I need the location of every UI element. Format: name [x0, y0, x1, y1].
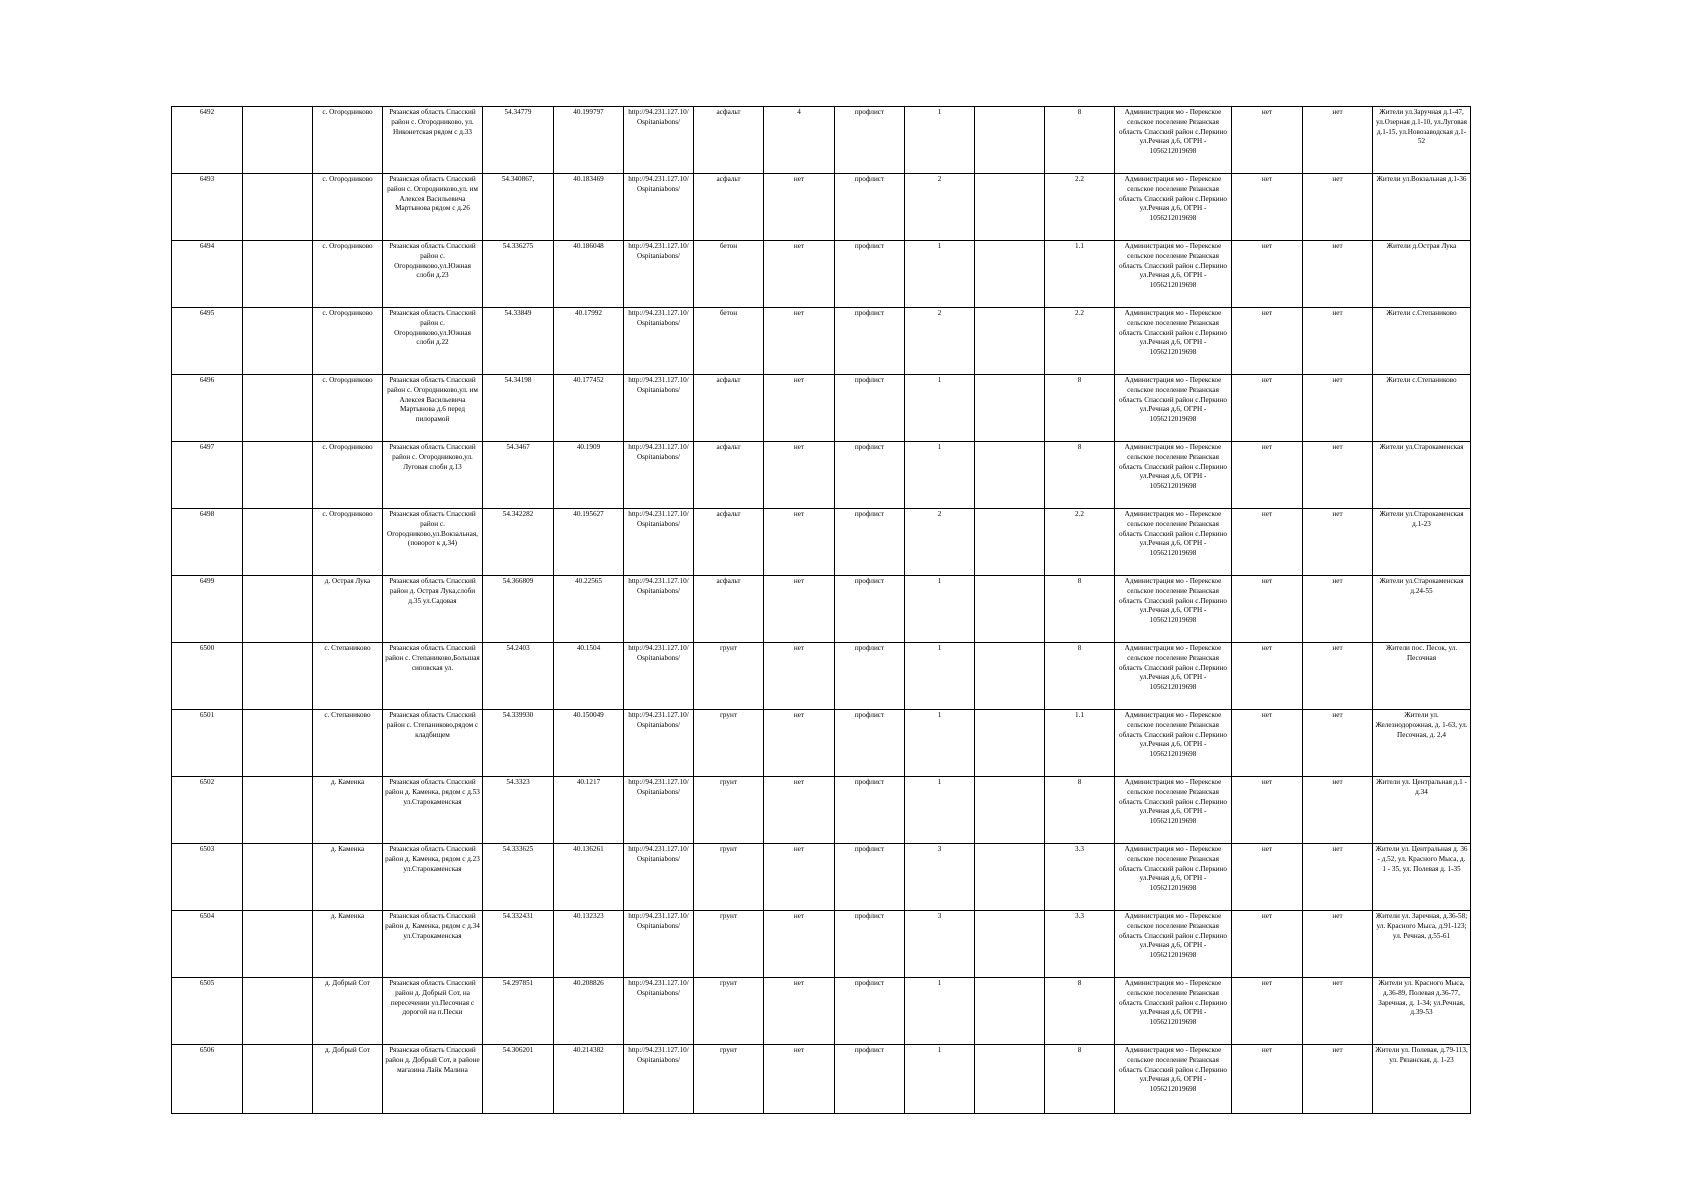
waste-sources-cell: Жители ул.Вокзальная д.1-36	[1373, 174, 1471, 241]
flag-cell: нет	[1232, 174, 1303, 241]
address-cell: Рязанская область Спасский район с. Степаниково,рядом с кладбищем	[383, 710, 483, 777]
area-cell: нет	[764, 911, 835, 978]
table-row	[172, 1045, 1471, 1114]
flag-cell: нет	[1303, 978, 1373, 1045]
address-cell: Рязанская область Спасский район д. Каменка, рядом с д.34 ул.Старокаменская	[383, 911, 483, 978]
waste-sources-cell: Жители ул. Полевая, д.79-113, ул. Рязанская, д. 1-23	[1373, 1045, 1471, 1114]
fence-material-cell: профлист	[835, 107, 905, 174]
settlement-cell: д. Каменка	[313, 777, 383, 844]
map-link-cell: http://94.231.127.10/Ospitaniabons/	[624, 777, 694, 844]
longitude-cell: 40.1504	[554, 643, 624, 710]
document-sheet	[171, 106, 1468, 1114]
container-count-cell: 1	[905, 241, 975, 308]
empty-cell	[243, 911, 313, 978]
map-link-cell: http://94.231.127.10/Ospitaniabons/	[624, 710, 694, 777]
map-link-cell: http://94.231.127.10/Ospitaniabons/	[624, 844, 694, 911]
row-number-cell: 6497	[172, 442, 243, 509]
latitude-cell: 54.3323	[483, 777, 554, 844]
container-count-cell: 3	[905, 911, 975, 978]
map-link-cell: http://94.231.127.10/Ospitaniabons/	[624, 107, 694, 174]
container-volume-cell: 2.2	[1045, 308, 1115, 375]
area-cell: нет	[764, 1045, 835, 1114]
fence-material-cell: профлист	[835, 777, 905, 844]
container-count-cell: 1	[905, 710, 975, 777]
container-count-cell: 1	[905, 643, 975, 710]
waste-sources-cell: Жители с.Степаниково	[1373, 308, 1471, 375]
map-link-cell: http://94.231.127.10/Ospitaniabons/	[624, 174, 694, 241]
latitude-cell: 54.34779	[483, 107, 554, 174]
surface-type-cell: грунт	[694, 643, 764, 710]
flag-cell: нет	[1232, 576, 1303, 643]
map-link-cell: http://94.231.127.10/Ospitaniabons/	[624, 576, 694, 643]
latitude-cell: 54.333625	[483, 844, 554, 911]
waste-sources-cell: Жители пос. Песок, ул. Песочная	[1373, 643, 1471, 710]
waste-sources-cell: Жители ул. Центральная д. 36 - д.52, ул. Красного Мыса, д. 1 - 35, ул. Полевая д. 1-35	[1373, 844, 1471, 911]
waste-sources-cell: Жители ул. Красного Мыса, д.36-89, Полевая д.36-77, Заречная, д. 1-34; ул.Речная, д.39-53	[1373, 978, 1471, 1045]
container-count-cell: 3	[905, 844, 975, 911]
flag-cell: нет	[1232, 643, 1303, 710]
flag-cell: нет	[1303, 174, 1373, 241]
latitude-cell: 54.306201	[483, 1045, 554, 1114]
empty-cell	[975, 844, 1045, 911]
row-number-cell: 6498	[172, 509, 243, 576]
table-row	[172, 777, 1471, 844]
waste-sources-cell: Жители ул. Заречная, д.36-58; ул. Красного Мыса, д.91-123; ул. Речная, д.55-61	[1373, 911, 1471, 978]
table-row	[172, 308, 1471, 375]
address-cell: Рязанская область Спасский район с. Огородниково, ул. Никонетская рядом с д.33	[383, 107, 483, 174]
area-cell: нет	[764, 710, 835, 777]
latitude-cell: 54.366809	[483, 576, 554, 643]
row-number-cell: 6494	[172, 241, 243, 308]
address-cell: Рязанская область Спасский район с. Огородниково,ул. им Алексея Васильевича Мартынова рядом с д.26	[383, 174, 483, 241]
surface-type-cell: асфальт	[694, 174, 764, 241]
flag-cell: нет	[1303, 576, 1373, 643]
longitude-cell: 40.136261	[554, 844, 624, 911]
empty-cell	[975, 978, 1045, 1045]
longitude-cell: 40.208826	[554, 978, 624, 1045]
settlement-cell: с. Огородниково	[313, 308, 383, 375]
settlement-cell: д. Каменка	[313, 844, 383, 911]
latitude-cell: 54.332431	[483, 911, 554, 978]
fence-material-cell: профлист	[835, 174, 905, 241]
area-cell: нет	[764, 375, 835, 442]
owner-cell: Администрация мо - Перекское сельское поселение Рязанская область Спасский район с.Перкино ул.Речная д.6, ОГРН - 1056212019698	[1115, 777, 1232, 844]
table-body	[172, 107, 1471, 1114]
empty-cell	[243, 844, 313, 911]
latitude-cell: 54.297851	[483, 978, 554, 1045]
owner-cell: Администрация мо - Перекское сельское поселение Рязанская область Спасский район с.Перкино ул.Речная д.6, ОГРН - 1056212019698	[1115, 308, 1232, 375]
fence-material-cell: профлист	[835, 643, 905, 710]
flag-cell: нет	[1232, 1045, 1303, 1114]
surface-type-cell: асфальт	[694, 442, 764, 509]
empty-cell	[975, 777, 1045, 844]
surface-type-cell: бетон	[694, 308, 764, 375]
empty-cell	[975, 911, 1045, 978]
empty-cell	[243, 107, 313, 174]
settlement-cell: с. Степаниково	[313, 643, 383, 710]
settlement-cell: д. Острая Лука	[313, 576, 383, 643]
empty-cell	[975, 241, 1045, 308]
container-volume-cell: 8	[1045, 643, 1115, 710]
flag-cell: нет	[1303, 509, 1373, 576]
container-count-cell: 1	[905, 442, 975, 509]
row-number-cell: 6504	[172, 911, 243, 978]
flag-cell: нет	[1303, 710, 1373, 777]
container-volume-cell: 8	[1045, 375, 1115, 442]
waste-sources-cell: Жители с.Степаниково	[1373, 375, 1471, 442]
owner-cell: Администрация мо - Перекское сельское поселение Рязанская область Спасский район с.Перкино ул.Речная д.6, ОГРН - 1056212019698	[1115, 643, 1232, 710]
fence-material-cell: профлист	[835, 911, 905, 978]
address-cell: Рязанская область Спасский район д. Острая Лука,слоби д.35 ул.Садовая	[383, 576, 483, 643]
address-cell: Рязанская область Спасский район д. Каменка, рядом с д.53 ул.Старокаменская	[383, 777, 483, 844]
map-link-cell: http://94.231.127.10/Ospitaniabons/	[624, 643, 694, 710]
owner-cell: Администрация мо - Перекское сельское поселение Рязанская область Спасский район с.Перкино ул.Речная д.6, ОГРН - 1056212019698	[1115, 710, 1232, 777]
flag-cell: нет	[1303, 241, 1373, 308]
surface-type-cell: грунт	[694, 710, 764, 777]
settlement-cell: с. Огородниково	[313, 107, 383, 174]
surface-type-cell: асфальт	[694, 509, 764, 576]
map-link-cell: http://94.231.127.10/Ospitaniabons/	[624, 308, 694, 375]
surface-type-cell: бетон	[694, 241, 764, 308]
area-cell: нет	[764, 643, 835, 710]
settlement-cell: с. Огородниково	[313, 509, 383, 576]
area-cell: нет	[764, 576, 835, 643]
empty-cell	[243, 308, 313, 375]
longitude-cell: 40.195627	[554, 509, 624, 576]
container-volume-cell: 8	[1045, 1045, 1115, 1114]
flag-cell: нет	[1232, 978, 1303, 1045]
row-number-cell: 6495	[172, 308, 243, 375]
longitude-cell: 40.22565	[554, 576, 624, 643]
empty-cell	[243, 576, 313, 643]
longitude-cell: 40.17992	[554, 308, 624, 375]
empty-cell	[975, 643, 1045, 710]
flag-cell: нет	[1232, 509, 1303, 576]
flag-cell: нет	[1232, 375, 1303, 442]
row-number-cell: 6500	[172, 643, 243, 710]
owner-cell: Администрация мо - Перекское сельское поселение Рязанская область Спасский район с.Перкино ул.Речная д.6, ОГРН - 1056212019698	[1115, 375, 1232, 442]
empty-cell	[975, 107, 1045, 174]
table-row	[172, 375, 1471, 442]
longitude-cell: 40.214382	[554, 1045, 624, 1114]
waste-sources-cell: Жители ул.Старокаменская д.1-23	[1373, 509, 1471, 576]
table-row	[172, 911, 1471, 978]
owner-cell: Администрация мо - Перекское сельское поселение Рязанская область Спасский район с.Перкино ул.Речная д.6, ОГРН - 1056212019698	[1115, 241, 1232, 308]
area-cell: нет	[764, 241, 835, 308]
flag-cell: нет	[1232, 911, 1303, 978]
container-volume-cell: 2.2	[1045, 509, 1115, 576]
waste-sites-registry-table	[171, 106, 1471, 1114]
container-volume-cell: 8	[1045, 777, 1115, 844]
owner-cell: Администрация мо - Перекское сельское поселение Рязанская область Спасский район с.Перкино ул.Речная д.6, ОГРН - 1056212019698	[1115, 844, 1232, 911]
flag-cell: нет	[1232, 308, 1303, 375]
latitude-cell: 54.34198	[483, 375, 554, 442]
table-row	[172, 509, 1471, 576]
row-number-cell: 6501	[172, 710, 243, 777]
fence-material-cell: профлист	[835, 1045, 905, 1114]
map-link-cell: http://94.231.127.10/Ospitaniabons/	[624, 509, 694, 576]
owner-cell: Администрация мо - Перекское сельское поселение Рязанская область Спасский район с.Перкино ул.Речная д.6, ОГРН - 1056212019698	[1115, 174, 1232, 241]
table-row	[172, 576, 1471, 643]
settlement-cell: д. Добрый Сот	[313, 1045, 383, 1114]
longitude-cell: 40.1909	[554, 442, 624, 509]
settlement-cell: с. Огородниково	[313, 442, 383, 509]
empty-cell	[975, 509, 1045, 576]
longitude-cell: 40.132323	[554, 911, 624, 978]
surface-type-cell: асфальт	[694, 576, 764, 643]
row-number-cell: 6499	[172, 576, 243, 643]
flag-cell: нет	[1303, 107, 1373, 174]
settlement-cell: с. Огородниково	[313, 241, 383, 308]
empty-cell	[975, 442, 1045, 509]
empty-cell	[243, 777, 313, 844]
owner-cell: Администрация мо - Перекское сельское поселение Рязанская область Спасский район с.Перкино ул.Речная д.6, ОГРН - 1056212019698	[1115, 978, 1232, 1045]
row-number-cell: 6502	[172, 777, 243, 844]
address-cell: Рязанская область Спасский район с. Огородниково,ул. Луговая слоби д.13	[383, 442, 483, 509]
fence-material-cell: профлист	[835, 576, 905, 643]
container-count-cell: 2	[905, 308, 975, 375]
container-count-cell: 1	[905, 1045, 975, 1114]
row-number-cell: 6503	[172, 844, 243, 911]
container-volume-cell: 1.1	[1045, 710, 1115, 777]
table-row	[172, 107, 1471, 174]
latitude-cell: 54.33849	[483, 308, 554, 375]
settlement-cell: с. Степаниково	[313, 710, 383, 777]
owner-cell: Администрация мо - Перекское сельское поселение Рязанская область Спасский район с.Перкино ул.Речная д.6, ОГРН - 1056212019698	[1115, 1045, 1232, 1114]
longitude-cell: 40.150049	[554, 710, 624, 777]
owner-cell: Администрация мо - Перекское сельское поселение Рязанская область Спасский район с.Перкино ул.Речная д.6, ОГРН - 1056212019698	[1115, 107, 1232, 174]
waste-sources-cell: Жители ул. Железнодорожная, д. 1-63, ул. Песочная, д. 2,4	[1373, 710, 1471, 777]
address-cell: Рязанская область Спасский район д. Каменка, рядом с д.23 ул.Старокаменская	[383, 844, 483, 911]
flag-cell: нет	[1232, 107, 1303, 174]
empty-cell	[243, 174, 313, 241]
container-volume-cell: 3.3	[1045, 844, 1115, 911]
empty-cell	[975, 308, 1045, 375]
table-row	[172, 643, 1471, 710]
surface-type-cell: асфальт	[694, 107, 764, 174]
empty-cell	[243, 375, 313, 442]
row-number-cell: 6493	[172, 174, 243, 241]
longitude-cell: 40.186048	[554, 241, 624, 308]
container-volume-cell: 8	[1045, 576, 1115, 643]
area-cell: нет	[764, 844, 835, 911]
area-cell: нет	[764, 777, 835, 844]
fence-material-cell: профлист	[835, 241, 905, 308]
container-volume-cell: 1.1	[1045, 241, 1115, 308]
flag-cell: нет	[1303, 308, 1373, 375]
flag-cell: нет	[1303, 375, 1373, 442]
surface-type-cell: грунт	[694, 911, 764, 978]
empty-cell	[243, 978, 313, 1045]
area-cell: нет	[764, 442, 835, 509]
row-number-cell: 6506	[172, 1045, 243, 1114]
map-link-cell: http://94.231.127.10/Ospitaniabons/	[624, 911, 694, 978]
table-row	[172, 978, 1471, 1045]
container-count-cell: 1	[905, 777, 975, 844]
owner-cell: Администрация мо - Перекское сельское поселение Рязанская область Спасский район с.Перкино ул.Речная д.6, ОГРН - 1056212019698	[1115, 442, 1232, 509]
waste-sources-cell: Жители д.Острая Лука	[1373, 241, 1471, 308]
fence-material-cell: профлист	[835, 978, 905, 1045]
flag-cell: нет	[1232, 710, 1303, 777]
table-row	[172, 710, 1471, 777]
empty-cell	[243, 241, 313, 308]
flag-cell: нет	[1303, 1045, 1373, 1114]
empty-cell	[975, 1045, 1045, 1114]
settlement-cell: с. Огородниково	[313, 174, 383, 241]
flag-cell: нет	[1303, 911, 1373, 978]
settlement-cell: д. Добрый Сот	[313, 978, 383, 1045]
fence-material-cell: профлист	[835, 509, 905, 576]
map-link-cell: http://94.231.127.10/Ospitaniabons/	[624, 978, 694, 1045]
settlement-cell: с. Огородниково	[313, 375, 383, 442]
settlement-cell: д. Каменка	[313, 911, 383, 978]
surface-type-cell: грунт	[694, 844, 764, 911]
empty-cell	[975, 174, 1045, 241]
latitude-cell: 54.342282	[483, 509, 554, 576]
container-count-cell: 1	[905, 107, 975, 174]
empty-cell	[975, 710, 1045, 777]
empty-cell	[243, 1045, 313, 1114]
table-row	[172, 442, 1471, 509]
surface-type-cell: асфальт	[694, 375, 764, 442]
flag-cell: нет	[1303, 844, 1373, 911]
waste-sources-cell: Жители ул.Заручная д.1-47, ул.Озерная д.1-10, ул.Луговая д.1-15, ул.Новозаводская д.1-52	[1373, 107, 1471, 174]
address-cell: Рязанская область Спасский район с. Огородниково,ул.Южная слоби д.23	[383, 241, 483, 308]
flag-cell: нет	[1232, 442, 1303, 509]
address-cell: Рязанская область Спасский район с. Огородниково,ул. им Алексея Васильевича Мартынова д.6 перед пилорамой	[383, 375, 483, 442]
longitude-cell: 40.183469	[554, 174, 624, 241]
flag-cell: нет	[1232, 777, 1303, 844]
address-cell: Рязанская область Спасский район с. Огородниково,ул.Вокзальная, (поворот к д.34)	[383, 509, 483, 576]
flag-cell: нет	[1303, 777, 1373, 844]
row-number-cell: 6505	[172, 978, 243, 1045]
latitude-cell: 54.3467	[483, 442, 554, 509]
empty-cell	[243, 442, 313, 509]
table-row	[172, 844, 1471, 911]
container-count-cell: 2	[905, 174, 975, 241]
fence-material-cell: профлист	[835, 442, 905, 509]
container-count-cell: 1	[905, 576, 975, 643]
container-volume-cell: 2.2	[1045, 174, 1115, 241]
waste-sources-cell: Жители ул.Старокаменская д.24-55	[1373, 576, 1471, 643]
area-cell: нет	[764, 308, 835, 375]
waste-sources-cell: Жители ул. Центральная д.1 - д.34	[1373, 777, 1471, 844]
fence-material-cell: профлист	[835, 375, 905, 442]
container-volume-cell: 3.3	[1045, 911, 1115, 978]
container-volume-cell: 8	[1045, 978, 1115, 1045]
row-number-cell: 6496	[172, 375, 243, 442]
address-cell: Рязанская область Спасский район с. Степаниково,Большая сиповская ул.	[383, 643, 483, 710]
flag-cell: нет	[1303, 643, 1373, 710]
address-cell: Рязанская область Спасский район д. Добрый Сот, на пересечении ул.Песочная с дорогой на п.Пески	[383, 978, 483, 1045]
map-link-cell: http://94.231.127.10/Ospitaniabons/	[624, 1045, 694, 1114]
area-cell: 4	[764, 107, 835, 174]
surface-type-cell: грунт	[694, 777, 764, 844]
table-row	[172, 174, 1471, 241]
container-volume-cell: 8	[1045, 442, 1115, 509]
latitude-cell: 54.340867,	[483, 174, 554, 241]
fence-material-cell: профлист	[835, 844, 905, 911]
empty-cell	[243, 509, 313, 576]
area-cell: нет	[764, 978, 835, 1045]
latitude-cell: 54.2403	[483, 643, 554, 710]
longitude-cell: 40.199797	[554, 107, 624, 174]
latitude-cell: 54.336275	[483, 241, 554, 308]
map-link-cell: http://94.231.127.10/Ospitaniabons/	[624, 241, 694, 308]
latitude-cell: 54.339930	[483, 710, 554, 777]
container-count-cell: 2	[905, 509, 975, 576]
owner-cell: Администрация мо - Перекское сельское поселение Рязанская область Спасский район с.Перкино ул.Речная д.6, ОГРН - 1056212019698	[1115, 911, 1232, 978]
empty-cell	[975, 375, 1045, 442]
flag-cell: нет	[1232, 844, 1303, 911]
map-link-cell: http://94.231.127.10/Ospitaniabons/	[624, 442, 694, 509]
waste-sources-cell: Жители ул.Старокаменская	[1373, 442, 1471, 509]
address-cell: Рязанская область Спасский район с. Огородниково,ул.Южная слоби д.22	[383, 308, 483, 375]
owner-cell: Администрация мо - Перекское сельское поселение Рязанская область Спасский район с.Перкино ул.Речная д.6, ОГРН - 1056212019698	[1115, 576, 1232, 643]
surface-type-cell: грунт	[694, 1045, 764, 1114]
container-count-cell: 1	[905, 375, 975, 442]
address-cell: Рязанская область Спасский район д. Добрый Сот, в районе магазина Лайк Малина	[383, 1045, 483, 1114]
container-volume-cell: 8	[1045, 107, 1115, 174]
map-link-cell: http://94.231.127.10/Ospitaniabons/	[624, 375, 694, 442]
surface-type-cell: грунт	[694, 978, 764, 1045]
empty-cell	[243, 710, 313, 777]
container-count-cell: 1	[905, 978, 975, 1045]
longitude-cell: 40.1217	[554, 777, 624, 844]
table-row	[172, 241, 1471, 308]
longitude-cell: 40.177452	[554, 375, 624, 442]
fence-material-cell: профлист	[835, 710, 905, 777]
empty-cell	[975, 576, 1045, 643]
fence-material-cell: профлист	[835, 308, 905, 375]
row-number-cell: 6492	[172, 107, 243, 174]
flag-cell: нет	[1232, 241, 1303, 308]
flag-cell: нет	[1303, 442, 1373, 509]
area-cell: нет	[764, 509, 835, 576]
empty-cell	[243, 643, 313, 710]
owner-cell: Администрация мо - Перекское сельское поселение Рязанская область Спасский район с.Перкино ул.Речная д.6, ОГРН - 1056212019698	[1115, 509, 1232, 576]
area-cell: нет	[764, 174, 835, 241]
